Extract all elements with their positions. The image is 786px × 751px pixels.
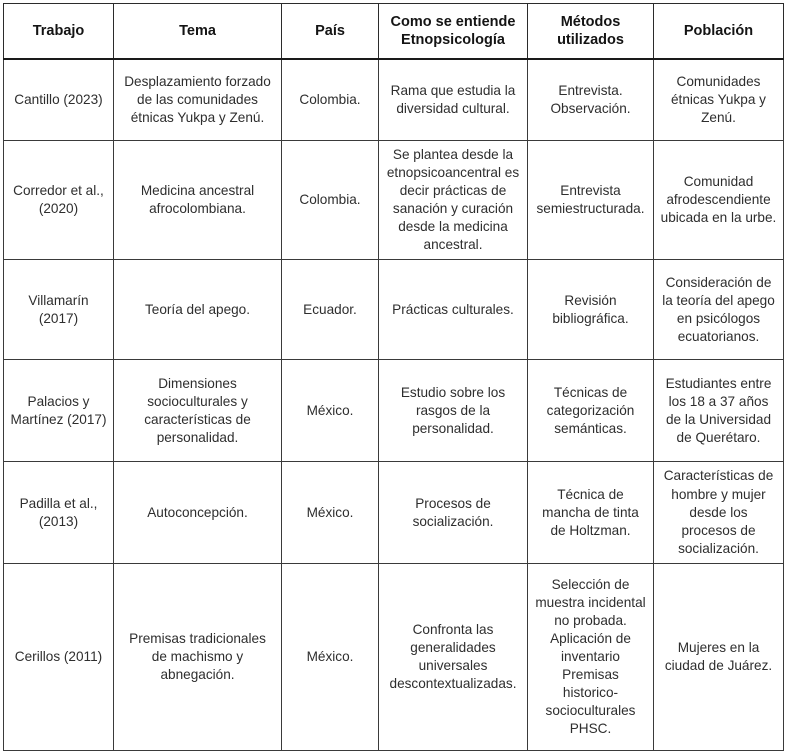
cell-trabajo: Corredor et al., (2020): [4, 141, 114, 260]
etnopsicologia-comparison-table: [3, 3, 784, 751]
column-header-metodos-line2: utilizados: [557, 32, 624, 48]
cell-entiende: Confronta las generalidades universales descontextualizadas.: [379, 563, 528, 750]
cell-metodos: Técnica de mancha de tinta de Holtzman.: [528, 462, 654, 563]
cell-trabajo: Villamarín (2017): [4, 260, 114, 360]
cell-pais: Colombia.: [282, 59, 379, 141]
cell-poblacion: Consideración de la teoría del apego en psicólogos ecuatorianos.: [654, 260, 784, 360]
cell-tema: Dimensiones socioculturales y características de personalidad.: [114, 360, 282, 462]
cell-entiende: Estudio sobre los rasgos de la personalidad.: [379, 360, 528, 462]
column-header-poblacion: Población: [654, 4, 784, 60]
cell-trabajo: Cerillos (2011): [4, 563, 114, 750]
cell-pais: México.: [282, 563, 379, 750]
cell-poblacion: Estudiantes entre los 18 a 37 años de la Universidad de Querétaro.: [654, 360, 784, 462]
table-row: [4, 360, 784, 462]
column-header-tema: Tema: [114, 4, 282, 60]
table-header: [4, 4, 784, 60]
cell-pais: Colombia.: [282, 141, 379, 260]
column-header-entiende-line1: Como se entiende: [390, 13, 516, 30]
cell-tema: Medicina ancestral afrocolombiana.: [114, 141, 282, 260]
cell-metodos: Entrevista semiestructurada.: [528, 141, 654, 260]
cell-metodos: Entrevista. Observación.: [528, 59, 654, 141]
cell-poblacion: Comunidad afrodescendiente ubicada en la urbe.: [654, 141, 784, 260]
cell-metodos: Selección de muestra incidental no probada. Aplicación de inventario Premisas historico-socioculturales PHSC.: [528, 563, 654, 750]
header-row: [4, 4, 784, 60]
cell-trabajo: Cantillo (2023): [4, 59, 114, 141]
cell-tema: Autoconcepción.: [114, 462, 282, 563]
cell-trabajo: Palacios y Martínez (2017): [4, 360, 114, 462]
table-row: [4, 563, 784, 750]
cell-entiende: Procesos de socialización.: [379, 462, 528, 563]
table-body: [4, 59, 784, 750]
cell-poblacion: Características de hombre y mujer desde los procesos de socialización.: [654, 462, 784, 563]
cell-poblacion: Comunidades étnicas Yukpa y Zenú.: [654, 59, 784, 141]
cell-tema: Premisas tradicionales de machismo y abnegación.: [114, 563, 282, 750]
column-header-trabajo: Trabajo: [4, 4, 114, 60]
cell-entiende: Se plantea desde la etnopsicoancentral es decir prácticas de sanación y curación desde la medicina ancestral.: [379, 141, 528, 260]
column-header-entiende-line2: Etnopsicología: [401, 32, 505, 48]
cell-metodos: Técnicas de categorización semánticas.: [528, 360, 654, 462]
column-header-como-se-entiende-etnopsicologia: [379, 4, 528, 60]
cell-poblacion: Mujeres en la ciudad de Juárez.: [654, 563, 784, 750]
cell-pais: México.: [282, 360, 379, 462]
cell-trabajo: Padilla et al., (2013): [4, 462, 114, 563]
cell-metodos: Revisión bibliográfica.: [528, 260, 654, 360]
cell-tema: Teoría del apego.: [114, 260, 282, 360]
cell-entiende: Prácticas culturales.: [379, 260, 528, 360]
column-header-metodos-utilizados: [528, 4, 654, 60]
table-row: [4, 59, 784, 141]
table-row: [4, 141, 784, 260]
column-header-pais: País: [282, 4, 379, 60]
table-row: [4, 260, 784, 360]
table-row: [4, 462, 784, 563]
cell-entiende: Rama que estudia la diversidad cultural.: [379, 59, 528, 141]
cell-tema: Desplazamiento forzado de las comunidades étnicas Yukpa y Zenú.: [114, 59, 282, 141]
column-header-metodos-line1: Métodos: [560, 13, 621, 30]
cell-pais: Ecuador.: [282, 260, 379, 360]
cell-pais: México.: [282, 462, 379, 563]
